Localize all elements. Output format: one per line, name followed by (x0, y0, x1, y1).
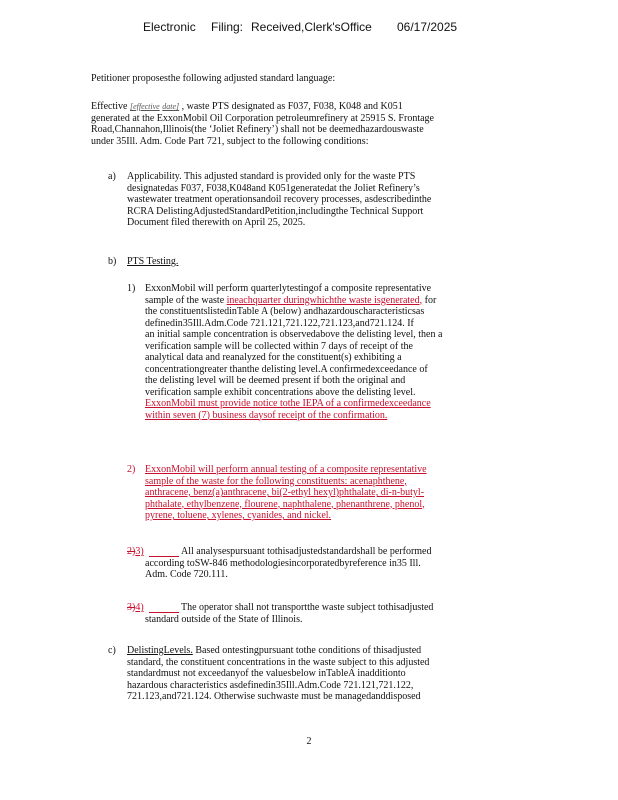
header-filing: Filing: (211, 20, 244, 34)
effective-paragraph (91, 101, 503, 147)
item-c-paragraph (127, 645, 505, 703)
b4-line: The operator shall not transportthe waste subject tothisadjusted (181, 602, 434, 613)
b2-inserted-line: ExxonMobil will perform annual testing of a composite representative (145, 464, 427, 475)
effective-line-4: under 35Ill. Adm. Code Part 721, subject to the following conditions: (91, 135, 369, 147)
b1-inserted-text: ineachquarter duringwhichthe waste isgenerated, (226, 294, 423, 306)
b4-old-number: 3) (127, 602, 136, 613)
b2-inserted-line: pyrene, toluene, xylenes, cyanides, and nickel. (145, 510, 332, 521)
header-date: 06/17/2025 (397, 20, 458, 34)
b1-line-2 (145, 295, 505, 307)
item-b-label: b) (108, 256, 117, 267)
b3-paragraph (145, 546, 505, 581)
b1-line-2-end: for (422, 294, 437, 306)
b1-line-2-start: sample of the waste (145, 294, 227, 306)
b3-old-number: 2) (127, 546, 136, 557)
b2-paragraph (145, 464, 505, 522)
effective-line-1-rest: , waste PTS designated as F037, F038, K048 and K051 (181, 101, 403, 112)
effective-line-2: generated at the ExxonMobil Oil Corporation petroleumrefinery at 25915 S. Frontage (91, 112, 434, 124)
item-b-title: PTS Testing. (127, 256, 179, 267)
b1-line: the delisting level will be deemed present if both the original and (145, 375, 406, 386)
b4-paragraph (145, 602, 505, 625)
b2-label: 2) (127, 464, 136, 475)
item-a-line: RCRA DelistingAdjustedStandardPetition,includingthe Technical Support (127, 205, 424, 217)
page-number: 2 (306, 736, 312, 747)
b1-line: definedin35Ill.Adm.Code 721.121,721.122,721.123,and721.124. If (145, 317, 414, 329)
b1-line: the constituentslistedinTable A (below) andhazardouscharacteristicsas (145, 306, 425, 317)
header-received: Received,Clerk'sOffice (251, 20, 372, 34)
item-a-line: designatedas F037, F038,K048and K051generatedat the Joliet Refinery’s (127, 182, 420, 194)
b3-line: according toSW-846 methodologiesincorporatedbyreference in35 Ill. (145, 557, 421, 569)
item-a-paragraph (127, 171, 505, 229)
intro-text: Petitioner proposesthe following adjusted standard language: (91, 73, 336, 84)
b3-line: Adm. Code 720.111. (145, 569, 228, 580)
b1-line: an initial sample concentration is observedabove the delisting level, then a (145, 329, 443, 340)
b1-paragraph (145, 283, 505, 421)
effective-placeholder: [effective (129, 102, 160, 111)
b3-line: All analysespursuant tothisadjustedstandardshall be performed (181, 546, 432, 557)
b1-inserted-line: ExxonMobil must provide notice tothe IEPA of a confirmedexceedance (145, 398, 431, 409)
b1-line: concentrationgreater thanthe delisting level.A confirmedexceedance of (145, 363, 428, 375)
item-c-line-1-rest: Based ontestingpursuant tothe conditions of thisadjusted (195, 645, 422, 656)
b1-line: analytical data and reanalyzed for the constituent(s) exhibiting a (145, 352, 402, 363)
b1-label: 1) (127, 283, 136, 294)
effective-word: Effective (91, 101, 128, 112)
item-c-line: 721.123,and721.124. Otherwise suchwaste must be managedanddisposed (127, 691, 421, 702)
item-c-line: standard, the constituent concentrations in the waste subject to this adjusted (127, 656, 430, 668)
effective-line-3: Road,Channahon,Illinois(the ‘Joliet Refinery’) shall not be deemedhazardouswaste (91, 124, 424, 135)
b2-inserted-line: sample of the waste for the following constituents: acenaphthene, (145, 475, 407, 487)
intro-sentence (91, 73, 511, 85)
b4-label (127, 602, 144, 613)
b3-label (127, 546, 144, 557)
effective-line-1 (91, 101, 503, 113)
item-c-line: hazardous characteristics asdefinedin35Ill.Adm.Code 721.121,721.122, (127, 679, 414, 691)
item-a-line: Document filed therewith on April 25, 2025. (127, 217, 306, 228)
item-c-line: standardmust not exceedanyof the valuesbelow inTableA inadditionto (127, 668, 406, 679)
b4-line: standard outside of the State of Illinois. (145, 613, 303, 625)
b1-line: verification sample will be collected within 7 days of receipt of the (145, 340, 413, 352)
item-a-label: a) (108, 171, 116, 182)
date-placeholder: date] (162, 102, 180, 111)
item-a-line: wastewater treatment operationsandoil recovery processes, asdescribedinthe (127, 194, 432, 205)
b1-line: verification sample exhibit concentrations above the delisting level. (145, 386, 416, 398)
b2-inserted-line: phthalate, ethylbenzene, flourene, naphthalene, phenanthrene, phenol, (145, 498, 425, 510)
b4-new-number: 4) (135, 602, 144, 613)
item-c-title: DelistingLevels. (127, 645, 193, 656)
b1-inserted-line: within seven (7) business daysof receipt of the confirmation. (145, 409, 388, 421)
b2-inserted-line: anthracene, benz(a)anthracene, bi(2-ethyl hexyl)phthalate, di-n-butyl- (145, 487, 425, 498)
header-electronic: Electronic (143, 20, 196, 34)
item-c-label: c) (108, 645, 116, 656)
item-a-line: Applicability. This adjusted standard is provided only for the waste PTS (127, 171, 416, 182)
item-c-line-1 (127, 645, 505, 657)
b3-new-number: 3) (135, 546, 144, 557)
b1-line: ExxonMobil will perform quarterlytestingof a composite representative (145, 283, 432, 294)
